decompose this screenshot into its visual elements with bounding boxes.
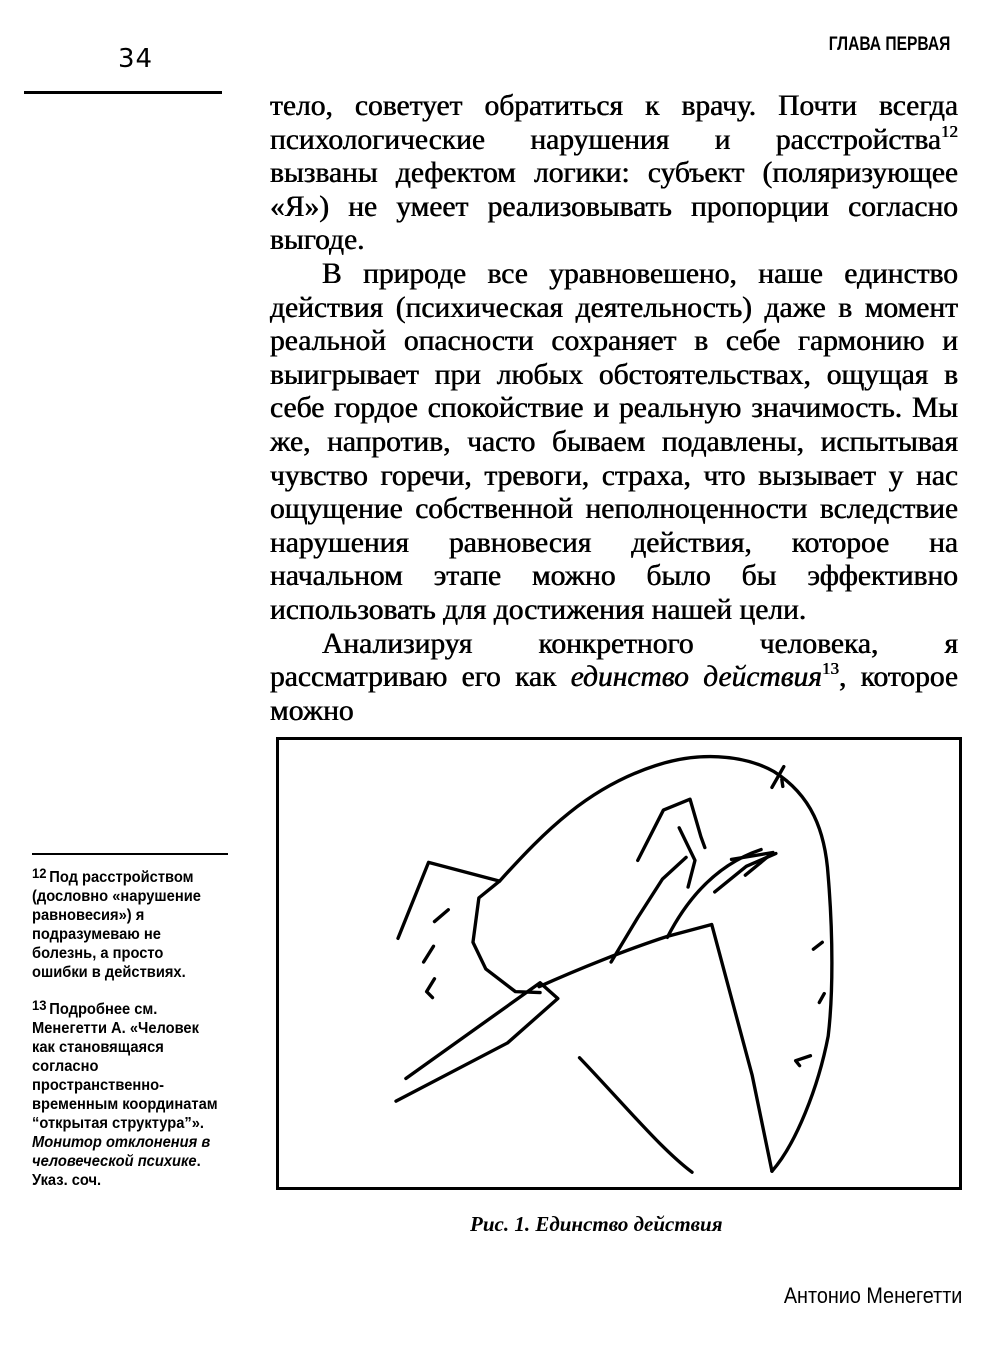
footnote-rule bbox=[32, 853, 228, 855]
chapter-title: ГЛАВА ПЕРВАЯ bbox=[828, 34, 950, 55]
footnote-12-text: Под расстройством (дословно «нарушение равновесия») я подразумеваю не болезнь, а просто ошибки в действиях. bbox=[32, 869, 201, 981]
figure-hatch-3 bbox=[434, 910, 448, 922]
paragraph-2: В природе все уравновешено, наше единство действия (психическая деятельность) даже в момент реальной опасности сохраняет в себе гармонию и выигрывает при любых обстоятельствах, ощущая в себе гордое спокойствие и реальную значимость. Мы же, напротив, часто бываем подавлены, испытывая чувство горечи, тревоги, страха, что вызывает у нас ощущение собственной неполноценности вследствие нарушения равновесия действия, которое на начальном этапе можно было бы эффективно использовать для достижения нашей цели. bbox=[270, 257, 958, 626]
footnotes bbox=[32, 864, 218, 1204]
paragraph-3-text-b: , которое можно bbox=[270, 661, 959, 727]
figure-left-wing bbox=[398, 862, 540, 992]
paragraph-3 bbox=[270, 628, 958, 729]
main-text bbox=[270, 90, 958, 728]
paragraph-1-text-b: вызваны дефектом логики: субъект (поляризующее «Я») не умеет реализовывать пропорции согласно выгоде. bbox=[270, 157, 958, 257]
paragraph-3-italic-term: единство действия bbox=[570, 661, 822, 694]
page-number: 34 bbox=[118, 44, 154, 74]
figure-bottom-curve bbox=[580, 1058, 692, 1172]
footnote-13-text-a: Подробнее см. Менегетти А. «Человек как становящаяся согласно пространственно-временным координатам “открытая структура”». bbox=[32, 1001, 218, 1132]
figure-outer-contour bbox=[396, 983, 558, 1101]
figure-drawing bbox=[279, 740, 959, 1187]
paragraph-1-text-a: тело, советует обратиться к врачу. Почти всегда психологические нарушения и расстройства bbox=[270, 90, 958, 156]
figure-caption: Рис. 1. Единство действия bbox=[470, 1212, 723, 1236]
figure-hatch-2 bbox=[427, 979, 435, 998]
header-rule bbox=[24, 91, 222, 94]
figure-inner-stroke-5 bbox=[611, 857, 686, 962]
footnote-13-text-b: . Указ. соч. bbox=[32, 1153, 201, 1189]
footnote-12 bbox=[32, 864, 218, 982]
footer-author: Антонио Менегетти bbox=[783, 1283, 962, 1308]
footnote-ref-12[interactable]: 12 bbox=[941, 121, 958, 141]
footnote-13-italic: Монитор отклонения в человеческой психике bbox=[32, 1134, 211, 1170]
footnote-13-number: 13 bbox=[32, 997, 47, 1013]
footnote-13 bbox=[32, 996, 218, 1190]
figure-main-diagonal bbox=[539, 925, 772, 1172]
figure-frame bbox=[276, 737, 962, 1190]
footnote-12-number: 12 bbox=[32, 865, 47, 881]
paragraph-3-text-a: Анализируя конкретного человека, я рассматриваю его как bbox=[270, 627, 958, 694]
figure-hatch-1 bbox=[424, 946, 434, 962]
figure-hatch-6 bbox=[796, 1056, 811, 1066]
footnote-ref-13[interactable]: 13 bbox=[821, 659, 839, 679]
figure-inner-stroke-3 bbox=[638, 799, 705, 860]
figure-hatch-7 bbox=[782, 779, 783, 786]
figure-hatch-5 bbox=[819, 994, 824, 1003]
paragraph-1 bbox=[270, 90, 958, 258]
figure-hatch-4 bbox=[813, 942, 822, 949]
figure-big-arc bbox=[500, 757, 832, 1172]
